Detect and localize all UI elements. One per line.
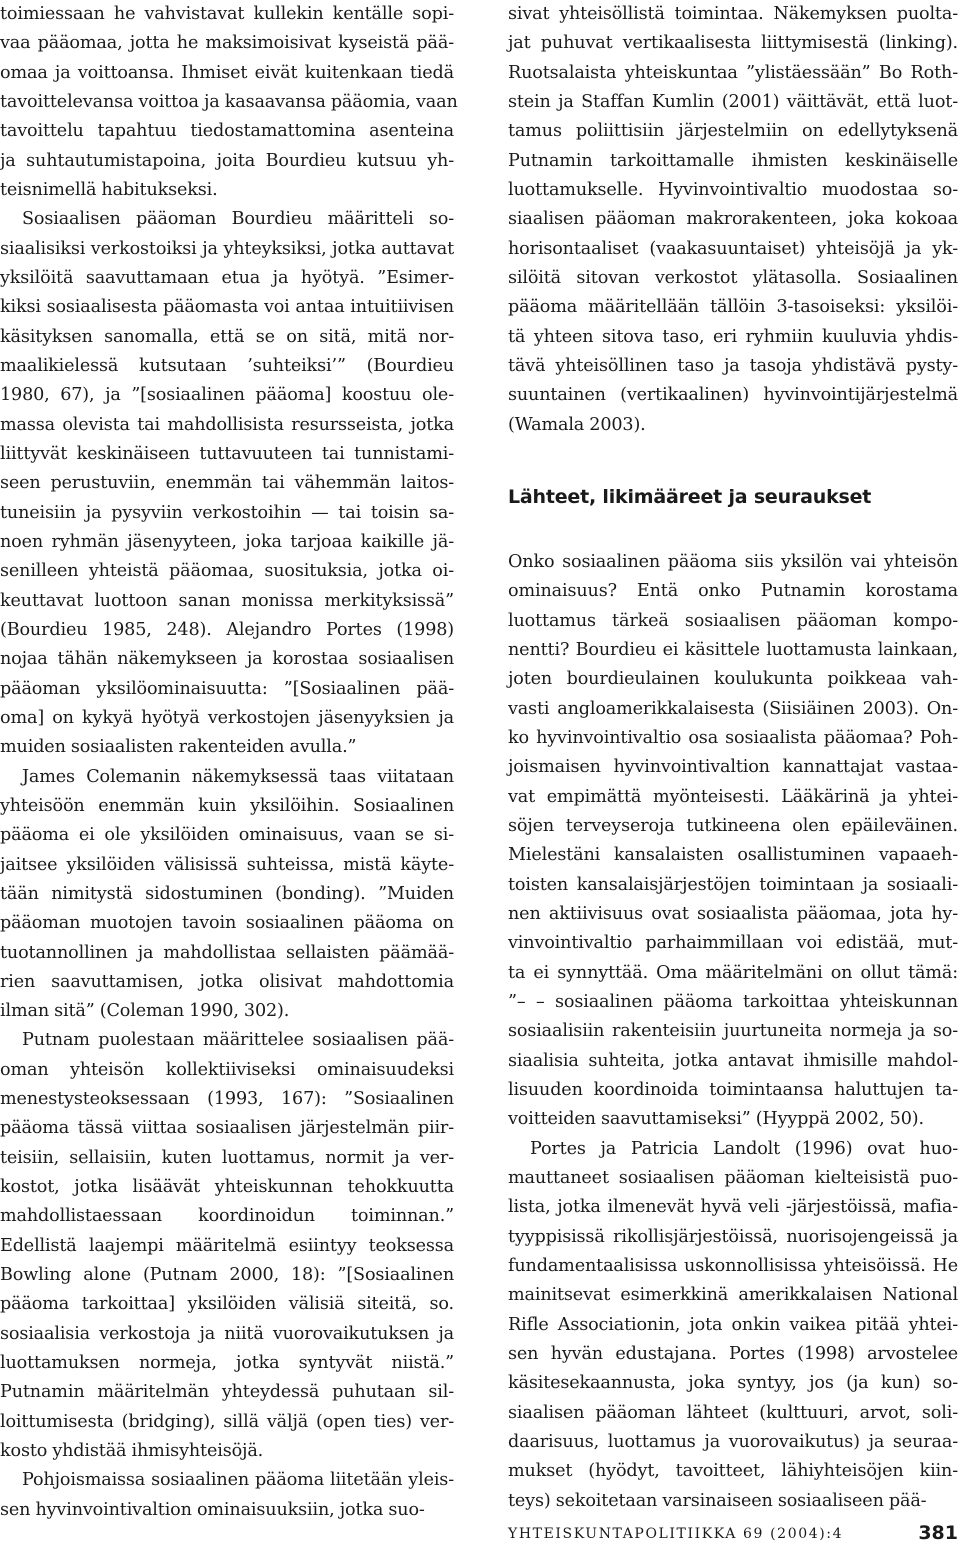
text-line: (Wamala 2003). bbox=[508, 414, 646, 435]
text-line: suuntainen (vertikaalinen) hyvinvointijärjestelmä bbox=[508, 385, 958, 406]
page-footer bbox=[508, 1522, 958, 1552]
text-line: daarisuus, luottamus ja vuorovaikutus) ja seuraa- bbox=[508, 1431, 958, 1452]
text-line: omaa ja voittoansa. Ihmiset eivät kuitenkaan tiedä bbox=[0, 62, 454, 83]
journal-title: YHTEISKUNTAPOLITIIKKA 69 (2004):4 bbox=[508, 1526, 844, 1542]
text-line: voitteiden saavuttamiseksi” (Hyyppä 2002, 50). bbox=[508, 1109, 924, 1130]
text-line: käsityksen sanomalla, että se on sitä, mitä nor- bbox=[0, 326, 454, 347]
text-line: mahdollistaessaan koordinoidun toiminnan.” bbox=[0, 1206, 454, 1227]
text-line: Onko sosiaalinen pääoma siis yksilön vai yhteisön bbox=[508, 552, 958, 572]
text-line: stein ja Staffan Kumlin (2001) väittävät, että luot- bbox=[508, 91, 958, 112]
section-heading: Lähteet, likimääreet ja seuraukset bbox=[508, 486, 872, 508]
text-line: tävä yhteisöllinen taso ja tasoja yhdistävä pysty- bbox=[508, 355, 958, 376]
text-line: James Colemanin näkemyksessä taas viitataan bbox=[22, 766, 454, 787]
text-line: teisiin, sellaisiin, kuten luottamus, normit ja ver- bbox=[0, 1147, 454, 1168]
text-line: mukset (hyödyt, tavoitteet, lähiyhteisöjen kiin- bbox=[508, 1461, 958, 1482]
text-line: Putnam puolestaan määrittelee sosiaalisen pää- bbox=[22, 1030, 454, 1051]
text-line: kosto yhdistää ihmisyhteisöjä. bbox=[0, 1441, 264, 1462]
text-line: pääoma tässä viittaa sosiaalisen järjestelmän piir- bbox=[0, 1118, 454, 1139]
text-line: massa olevista tai mahdollisista resursseista, jotka bbox=[0, 414, 454, 435]
text-line: siaalisen pääoman makrorakenteen, joka kokoaa bbox=[508, 209, 958, 230]
text-line: pääoma määritellään tällöin 3-tasoiseksi: yksilöi- bbox=[508, 297, 958, 318]
text-line: ko hyvinvointivaltio osa sosiaalista pääomaa? Poh- bbox=[508, 727, 958, 748]
text-line: Portes ja Patricia Landolt (1996) ovat huo- bbox=[530, 1138, 958, 1159]
text-line: liittyvät keskinäiseen tuttavuuteen tai tunnistami- bbox=[0, 443, 454, 464]
text-line: sosiaalisiin rakenteisiin juurtuneita normeja ja so- bbox=[508, 1021, 958, 1042]
page-number: 381 bbox=[918, 1522, 958, 1544]
text-line: sivat yhteisöllistä toimintaa. Näkemyksen puolta- bbox=[508, 4, 958, 24]
text-line: ilman sitä” (Coleman 1990, 302). bbox=[0, 1001, 290, 1022]
text-line: kiksi sosiaalisesta pääomasta voi antaa intuitiivisen bbox=[0, 297, 454, 318]
text-line: senilleen yhteistä pääomaa, suosituksia, jotka oi- bbox=[0, 561, 454, 582]
text-line: Bowling alone (Putnam 2000, 18): ”[Sosiaalinen bbox=[0, 1265, 454, 1286]
text-line: noen ryhmän jäsenyyteen, joka tarjoaa kaikille jä- bbox=[0, 531, 454, 552]
text-line: käsitesekaannusta, joka syntyy, jos (ja kun) so- bbox=[508, 1373, 958, 1394]
text-line: tyyppisissä rikollisjärjestöissä, nuorisojengeissä ja bbox=[508, 1226, 958, 1247]
text-line: tään nimitystä sidostuminen (bonding). ”Muiden bbox=[0, 883, 454, 904]
text-line: sen hyvän edustajana. Portes (1998) arvostelee bbox=[508, 1343, 958, 1364]
text-line: loittumisesta (bridging), sillä väljä (open ties) ver- bbox=[0, 1411, 454, 1432]
text-line: yhteisöön enemmän kuin yksilöihin. Sosiaalinen bbox=[0, 795, 454, 816]
paragraph bbox=[508, 1135, 958, 1516]
text-line: Pohjoismaissa sosiaalinen pääoma liitetään yleis- bbox=[22, 1470, 454, 1491]
text-line: söjen terveyseroja tutkineena olen epäileväinen. bbox=[508, 815, 958, 836]
paragraph bbox=[0, 0, 458, 205]
text-line: siaalisia suhteita, jotka antavat ihmisille mahdol- bbox=[508, 1050, 958, 1071]
text-line: keuttavat luottoon sanan monissa merkityksissä” bbox=[0, 590, 454, 611]
text-line: Putnamin tarkoittamalle ihmisten keskinäiselle bbox=[508, 150, 958, 171]
text-line: fundamentaalisissa uskonnollisissa yhteisöissä. He bbox=[508, 1255, 958, 1276]
text-line: nentti? Bourdieu ei käsittele luottamusta lainkaan, bbox=[508, 639, 958, 660]
text-line: Ruotsalaista yhteiskuntaa ”ylistäessään” Bo Roth- bbox=[508, 62, 958, 83]
text-line: vat empimättä myönteisesti. Lääkärinä ja yhtei- bbox=[508, 786, 958, 807]
text-line: oma] on kykyä hyötyä verkostojen jäsenyyksien ja bbox=[0, 707, 454, 728]
text-line: oman yhteisön kollektiiviseksi ominaisuudeksi bbox=[0, 1059, 454, 1080]
text-line: ta ei synnyttää. Oma määritelmäni on ollut tämä: bbox=[508, 962, 958, 983]
text-line: vinvointivaltio parhaimmillaan voi edistää, mut- bbox=[508, 933, 958, 954]
text-line: horisontaaliset (vaakasuuntaiset) yhteisöjä ja yk- bbox=[508, 238, 958, 259]
left-column bbox=[0, 0, 458, 1525]
text-line: joismaisen hyvinvointivaltion kannattajat vastaa- bbox=[508, 757, 958, 778]
text-line: silöitä sitovan verkostot ylätasolla. Sosiaalinen bbox=[508, 267, 958, 288]
text-line: tavoittelu tapahtuu tiedostamattomina asenteina bbox=[0, 121, 454, 142]
text-line: kostot, jotka lisäävät yhteiskunnan tehokkuutta bbox=[0, 1177, 454, 1198]
paragraph bbox=[0, 205, 454, 762]
text-line: luottamus tärkeä sosiaalisen pääoman kompo- bbox=[508, 610, 958, 631]
text-line: nen aktiivisuus ovat sosiaalista pääomaa, jota hy- bbox=[508, 903, 958, 924]
text-line: tuneisiin ja pysyviin verkostoihin — tai toisin sa- bbox=[0, 502, 454, 523]
text-line: rien saavuttamisen, jotka olisivat mahdottomia bbox=[0, 971, 454, 992]
text-line: mauttaneet sosiaalisen pääoman kielteisistä puo- bbox=[508, 1167, 958, 1188]
text-line: ”– – sosiaalinen pääoma tarkoittaa yhteiskunnan bbox=[508, 991, 958, 1012]
text-line: pääoma ei ole yksilöiden ominaisuus, vaan se si- bbox=[0, 825, 454, 846]
text-line: maalikielessä kutsutaan ’suhteiksi’” (Bourdieu bbox=[0, 355, 454, 376]
text-line: teys) sekoitetaan varsinaiseen sosiaaliseen pää- bbox=[508, 1490, 927, 1511]
paragraph bbox=[0, 1026, 454, 1466]
paragraph bbox=[508, 0, 958, 440]
text-line: sosiaalisia verkostoja ja niitä vuorovaikutuksen ja bbox=[0, 1323, 454, 1344]
text-line: vasti angloamerikkalaisesta (Siisiäinen 2003). On- bbox=[508, 698, 958, 719]
text-line: ja suhtautumistapoina, joita Bourdieu kutsuu yh- bbox=[0, 150, 454, 171]
text-line: Edellistä laajempi määritelmä esiintyy teoksessa bbox=[0, 1235, 454, 1256]
text-line: siaalisiksi verkostoiksi ja yhteyksiksi, jotka auttavat bbox=[0, 238, 454, 259]
text-line: sen hyvinvointivaltion ominaisuuksiin, jotka suo- bbox=[0, 1499, 425, 1520]
text-line: teisnimellä habitukseksi. bbox=[0, 179, 218, 200]
text-line: 1980, 67), ja ”[sosiaalinen pääoma] koostuu ole- bbox=[0, 385, 454, 406]
text-line: lisuuden koordinoida toimintaansa haluttujen ta- bbox=[508, 1079, 958, 1100]
text-line: (Bourdieu 1985, 248). Alejandro Portes (1998) bbox=[0, 619, 454, 640]
text-line: Mielestäni kansalaisten osallistuminen vapaaeh- bbox=[508, 845, 958, 866]
text-line: toimiessaan he vahvistavat kullekin kentälle sopi- bbox=[0, 4, 454, 24]
text-line: pääoman yksilöominaisuutta: ”[Sosiaalinen pää- bbox=[0, 678, 454, 699]
text-line: toisten kansalaisjärjestöjen toimintaan ja sosiaali- bbox=[508, 874, 958, 895]
text-line: tuotannollinen ja mahdollistaa sellaisten päämää- bbox=[0, 942, 454, 963]
right-column-bottom bbox=[508, 548, 958, 1516]
text-line: ominaisuus? Entä onko Putnamin korostama bbox=[508, 581, 958, 602]
text-line: yksilöitä saavuttamaan etua ja hyötyä. ”Esimer- bbox=[0, 267, 454, 288]
text-line: siaalisen pääoman lähteet (kulttuuri, arvot, soli- bbox=[508, 1402, 958, 1423]
text-line: jat puhuvat vertikaalisesta liittymisestä (linking). bbox=[508, 33, 958, 54]
text-line: pääoman muotojen tavoin sosiaalinen pääoma on bbox=[0, 913, 454, 934]
text-line: Sosiaalisen pääoman Bourdieu määritteli so- bbox=[22, 209, 454, 230]
text-line: seen perustuviin, enemmän tai vähemmän laitos- bbox=[0, 473, 454, 494]
text-line: tä yhteen sitova taso, eri ryhmiin kuuluvia yhdis- bbox=[508, 326, 958, 347]
paragraph bbox=[508, 548, 958, 1135]
text-line: Putnamin määritelmän yhteydessä puhutaan sil- bbox=[0, 1382, 454, 1403]
text-line: lista, jotka ilmenevät hyvä veli -järjestöissä, mafia- bbox=[508, 1197, 958, 1218]
text-line: jaitsee yksilöiden välisissä suhteissa, mistä käyte- bbox=[0, 854, 454, 875]
text-line: luottamukselle. Hyvinvointivaltio muodostaa so- bbox=[508, 179, 958, 200]
right-column-top bbox=[508, 0, 958, 440]
text-line: mainitsevat esimerkkinä amerikkalaisen National bbox=[508, 1285, 958, 1306]
text-line: tamus poliittisiin järjestelmiin on edellytyksenä bbox=[508, 121, 958, 142]
text-line: joten bourdieulainen koulukunta poikkeaa vah- bbox=[508, 669, 958, 690]
text-line: luottamuksen normeja, jotka syntyvät niistä.” bbox=[0, 1353, 454, 1374]
text-line: vaa pääomaa, jotta he maksimoisivat kyseistä pää- bbox=[0, 33, 454, 54]
text-line: muiden sosiaalisten rakenteiden avulla.” bbox=[0, 737, 357, 758]
text-line: pääoma tarkoittaa] yksilöiden välisiä siteitä, so. bbox=[0, 1294, 454, 1315]
text-line: nojaa tähän näkemykseen ja korostaa sosiaalisen bbox=[0, 649, 454, 670]
text-line: menestysteoksessaan (1993, 167): ”Sosiaalinen bbox=[0, 1089, 454, 1110]
text-line: Rifle Associationin, jota onkin vaikea pitää yhtei- bbox=[508, 1314, 958, 1335]
paragraph bbox=[0, 763, 454, 1027]
paragraph bbox=[0, 1466, 454, 1525]
text-line: tavoittelevansa voittoa ja kasaavansa pääomia, vaan bbox=[0, 91, 458, 112]
